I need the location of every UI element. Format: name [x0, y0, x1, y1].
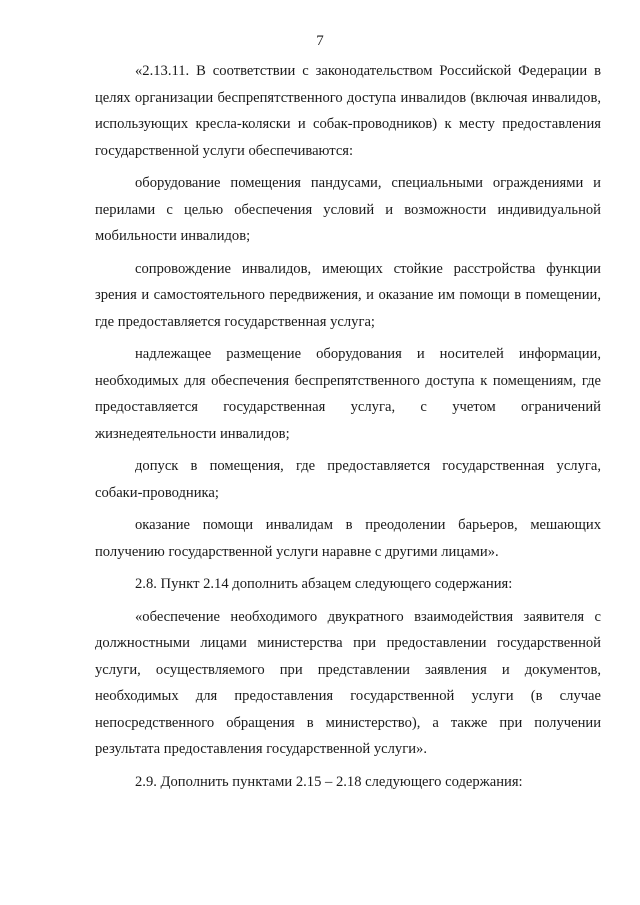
paragraph-2-13-11: «2.13.11. В соответствии с законодательством Российской Федерации в целях организации беспрепятственного доступа инвалидов (включая инвалидов, использующих кресла-коляски и собак-проводников) к месту предоставления государственной услуги обеспечиваются: [95, 63, 601, 159]
paragraph-equipment-placement: надлежащее размещение оборудования и носителей информации, необходимых для обеспечения беспрепятственного доступа к помещениям, где предоставляется государственная услуга, с учетом ограничений жизнедеятельности инвалидов; [95, 346, 601, 442]
page-number: 7 [316, 33, 324, 49]
document-body [95, 58, 601, 795]
paragraph-ramps: оборудование помещения пандусами, специальными ограждениями и перилами с целью обеспечения условий и возможности индивидуальной мобильности инвалидов; [95, 175, 601, 244]
paragraph-2-8: 2.8. Пункт 2.14 дополнить абзацем следующего содержания: [135, 576, 513, 592]
paragraph-2-9: 2.9. Дополнить пунктами 2.15 – 2.18 следующего содержания: [135, 773, 523, 790]
paragraph-guide-dog: допуск в помещения, где предоставляется государственная услуга, собаки-проводника; [95, 458, 601, 501]
paragraph-barriers: оказание помощи инвалидам в преодолении барьеров, мешающих получению государственной услуги наравне с другими лицами». [95, 517, 601, 560]
paragraph-interaction: «обеспечение необходимого двукратного взаимодействия заявителя с должностными лицами министерства при предоставлении государственной услуги, осуществляемого при представлении заявления и документов, необходимых для предоставления государственной услуги (в случае непосредственного обращения в министерство), а также при получении результата предоставления государственной услуги». [95, 608, 601, 757]
paragraph-escort: сопровождение инвалидов, имеющих стойкие расстройства функции зрения и самостоятельного передвижения, и оказание им помощи в помещении, где предоставляется государственная услуга; [95, 260, 601, 330]
